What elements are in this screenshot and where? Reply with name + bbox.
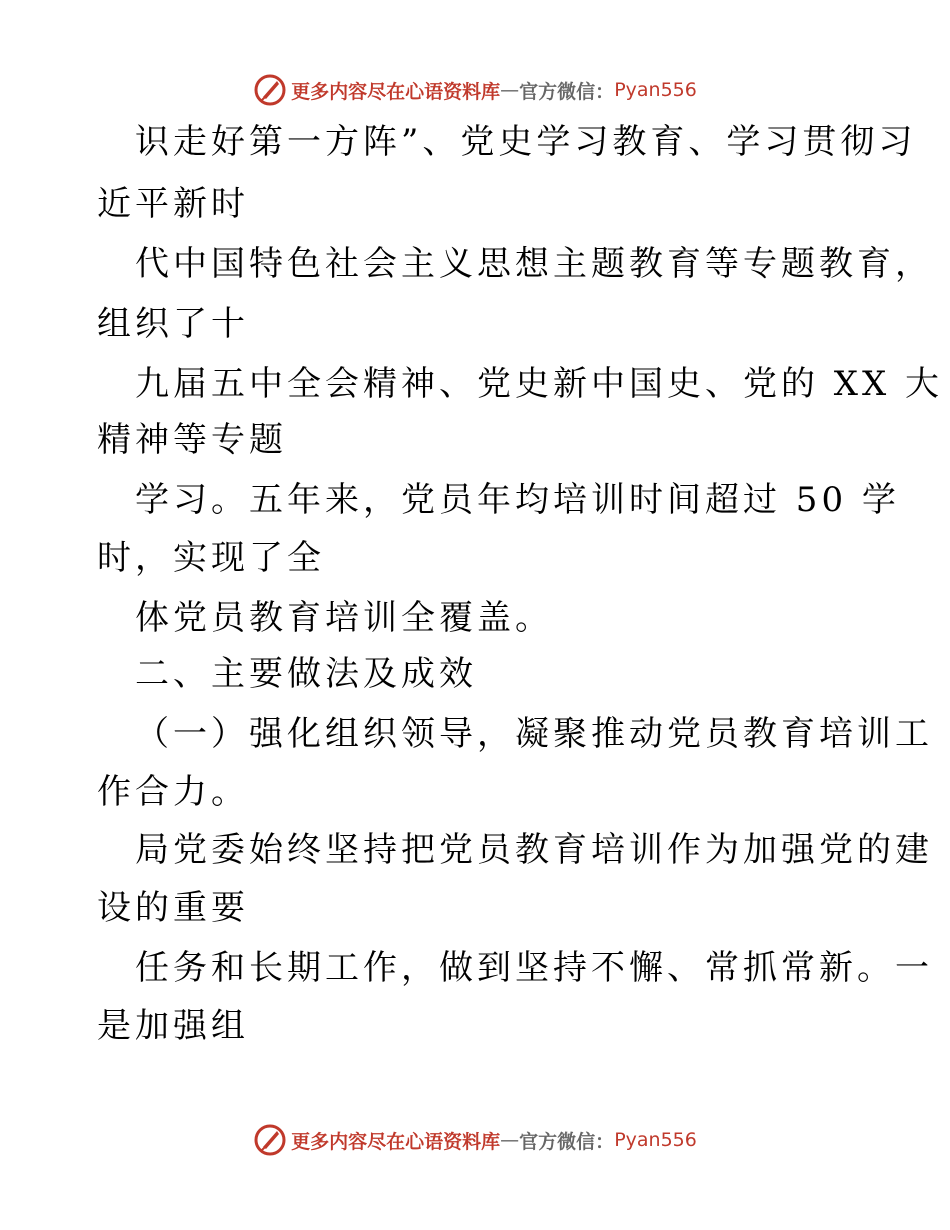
header-brand-text: 更多内容尽在心语资料库 [291, 80, 501, 103]
footer-banner [0, 1120, 950, 1160]
header-banner [0, 70, 950, 110]
body-line: 识走好第一方阵”、党史学习教育、学习贯彻习 [135, 122, 917, 162]
quill-pen-logo-icon [253, 73, 287, 107]
quill-pen-logo-icon [253, 1123, 287, 1157]
header-separator: — [500, 79, 520, 101]
footer-separator: — [500, 1129, 520, 1151]
footer-brand-text: 更多内容尽在心语资料库 [291, 1130, 501, 1153]
header-wechat-label: 官方微信： [519, 80, 615, 103]
body-line: 作合力。 [97, 772, 249, 812]
body-line: 九届五中全会精神、党史新中国史、党的 XX 大 [135, 364, 944, 404]
footer-wechat-id: Pyan556 [614, 1129, 697, 1151]
body-line: 代中国特色社会主义思想主题教育等专题教育， [135, 244, 933, 284]
body-line: 设的重要 [97, 888, 249, 928]
body-line: 是加强组 [97, 1006, 249, 1046]
footer-wechat-label: 官方微信： [519, 1130, 615, 1153]
subsection-heading: （一）强化组织领导，凝聚推动党员教育培训工 [135, 714, 933, 754]
body-line: 局党委始终坚持把党员教育培训作为加强党的建 [135, 830, 933, 870]
body-line: 学习。五年来，党员年均培训时间超过 50 学 [135, 480, 900, 520]
body-line: 近平新时 [97, 184, 249, 224]
body-line: 任务和长期工作，做到坚持不懈、常抓常新。一 [135, 948, 933, 988]
body-line: 精神等专题 [97, 420, 287, 460]
header-wechat-id: Pyan556 [614, 79, 697, 101]
body-line: 体党员教育培训全覆盖。 [135, 598, 553, 638]
body-line: 组织了十 [97, 304, 249, 344]
section-heading: 二、主要做法及成效 [135, 654, 477, 694]
body-line: 时，实现了全 [97, 538, 325, 578]
